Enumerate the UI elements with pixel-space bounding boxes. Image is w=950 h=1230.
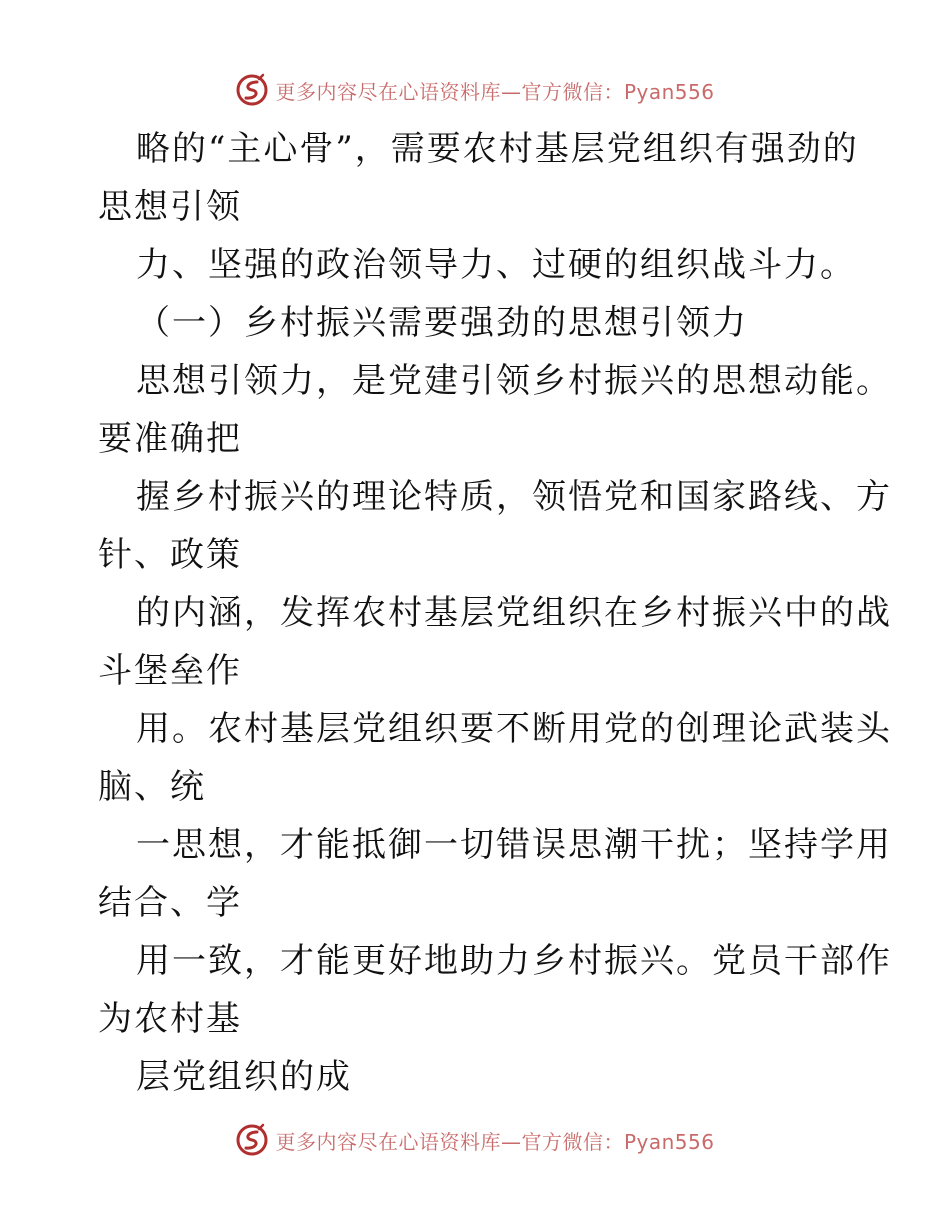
text-line: 略的“主心骨”，需要农村基层党组织有强劲的 — [136, 129, 859, 169]
text-line: 思想引领力，是党建引领乡村振兴的思想动能。 — [136, 361, 892, 401]
text-line: 针、政策 — [98, 535, 242, 575]
text-line: 一思想，才能抵御一切错误思潮干扰；坚持学用 — [136, 825, 892, 865]
text-line: 力、坚强的政治领导力、过硬的组织战斗力。 — [136, 245, 856, 285]
header-banner-text: 更多内容尽在心语资料库—官方微信：Pyan556 — [275, 79, 715, 104]
footer-banner — [0, 1120, 950, 1160]
text-line: 要准确把 — [98, 419, 242, 459]
text-line: 斗堡垒作 — [98, 651, 242, 691]
document-body — [98, 120, 892, 1106]
text-line: 的内涵，发挥农村基层党组织在乡村振兴中的战 — [136, 593, 892, 633]
text-line: 用一致，才能更好地助力乡村振兴。党员干部作 — [136, 941, 892, 981]
text-line: 为农村基 — [98, 999, 242, 1039]
text-line: 用。农村基层党组织要不断用党的创理论武装头 — [136, 709, 892, 749]
header-banner — [0, 70, 950, 110]
footer-banner-text: 更多内容尽在心语资料库—官方微信：Pyan556 — [275, 1129, 715, 1154]
stylized-s-logo-icon — [235, 1123, 269, 1157]
text-line: 握乡村振兴的理论特质，领悟党和国家路线、方 — [136, 477, 892, 517]
text-line: 脑、统 — [98, 767, 206, 807]
text-line: （一）乡村振兴需要强劲的思想引领力 — [136, 303, 748, 343]
stylized-s-logo-icon — [235, 73, 269, 107]
text-line: 层党组织的成 — [136, 1057, 352, 1097]
text-line: 结合、学 — [98, 883, 242, 923]
text-line: 思想引领 — [98, 187, 242, 227]
